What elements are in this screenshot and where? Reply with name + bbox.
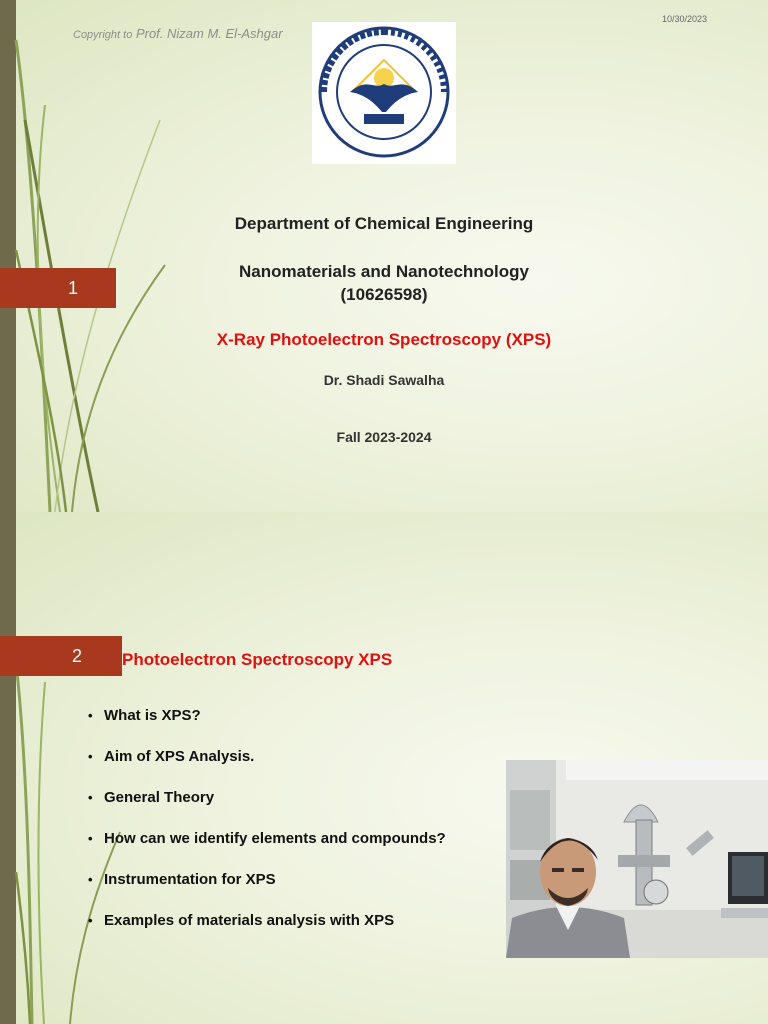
list-item: • Instrumentation for XPS — [88, 871, 276, 888]
slide-number-tag — [0, 636, 122, 676]
topic-title: X-Ray Photoelectron Spectroscopy (XPS) — [216, 330, 552, 349]
department-title: Department of Chemical Engineering — [234, 214, 534, 233]
slide-title: Photoelectron Spectroscopy XPS — [122, 650, 393, 669]
slide-number: 2 — [72, 646, 83, 666]
copyright-name: Prof. Nizam M. El-Ashgar — [135, 26, 283, 41]
slide-number: 1 — [68, 278, 79, 298]
slide-2 — [0, 512, 768, 1024]
course-title: Nanomaterials and Nanotechnology — [239, 262, 529, 281]
list-item: • General Theory — [88, 789, 215, 806]
list-item: • Aim of XPS Analysis. — [88, 748, 255, 765]
copyright-note — [73, 26, 283, 41]
list-item: • How can we identify elements and compounds? — [88, 830, 446, 847]
university-logo — [312, 22, 456, 164]
instructor-name: Dr. Shadi Sawalha — [323, 372, 445, 388]
topic-list — [88, 707, 446, 953]
list-item: • What is XPS? — [88, 707, 201, 724]
course-code: (10626598) — [340, 285, 428, 304]
slide-date: 10/30/2023 — [662, 14, 708, 24]
list-item: • Examples of materials analysis with XPS — [88, 912, 395, 929]
term: Fall 2023-2024 — [336, 429, 432, 445]
xps-instrument-photo — [506, 760, 768, 958]
copyright-prefix: Copyright to — [73, 29, 133, 41]
